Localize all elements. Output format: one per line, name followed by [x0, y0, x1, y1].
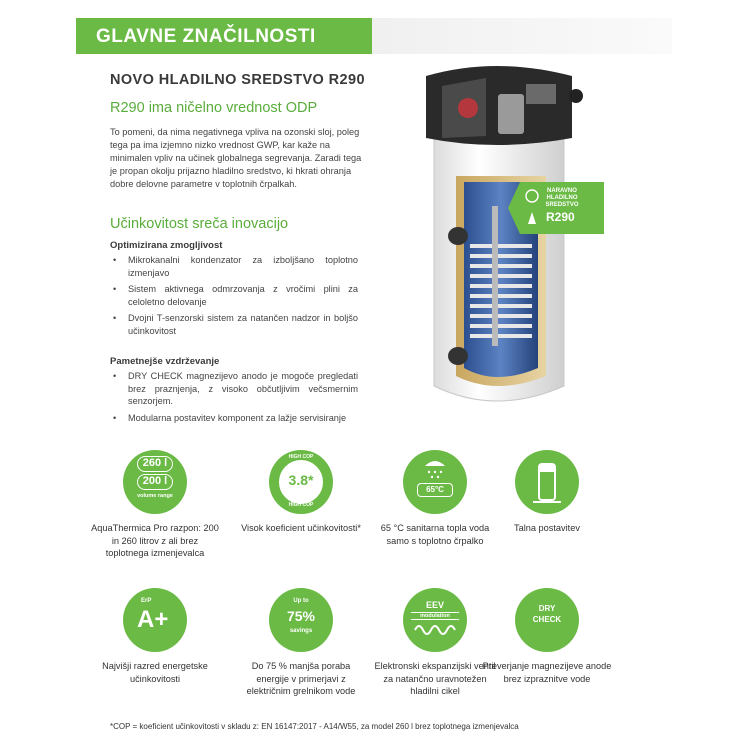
feature-eev — [370, 588, 500, 698]
feature-caption: Elektronski ekspanzijski ventil za natančno uravnotežen hladilni cikel — [374, 661, 496, 696]
eev-icon: EEV modulation — [403, 588, 467, 652]
feature-caption: AquaThermica Pro razpon: 200 in 260 litrov z ali brez toplotnega izmenjevalca — [91, 523, 219, 558]
performance-title: Optimizirana zmogljivost — [110, 240, 223, 251]
feature-caption: Preverjanje magnezijeve anode brez izpraznitve vode — [482, 661, 612, 684]
banner-background — [372, 18, 672, 54]
banner-title: GLAVNE ZNAČILNOSTI — [96, 26, 316, 47]
odp-subheading: R290 ima ničelno vrednost ODP — [110, 100, 318, 116]
list-item: • Mikrokanalni kondenzator za izboljšano toplotno izmenjavo — [110, 254, 358, 279]
badge-code: R290 — [546, 210, 575, 224]
innovation-heading: Učinkovitost sreča inovacijo — [110, 216, 289, 232]
list-item: • Sistem aktivnega odmrzovanja z vročimi plini za celoletno delovanje — [110, 283, 358, 308]
savings-icon: Up to 75% savings — [269, 588, 333, 652]
list-item: • DRY CHECK magnezijevo anodo je mogoče pregledati brez praznjenja, z visoko občutljivim večsmernim senzorjem. — [110, 370, 358, 408]
badge-label: NARAVNO HLADILNO SREDSTVO — [545, 188, 579, 208]
feature-energy-class — [90, 588, 220, 685]
energy-class-icon: ErP A+ — [123, 588, 187, 652]
volume-icon: 260 l 200 l volume range — [123, 450, 187, 514]
footnote: *COP = koeficient učinkovitosti v skladu z: EN 16147:2017 - A14/W55, za model 260 l brez toplotnega izmenjevalca — [110, 722, 519, 731]
performance-list — [110, 254, 358, 341]
feature-caption: Do 75 % manjša poraba energije v primerjavi z električnim grelnikom vode — [246, 661, 356, 696]
cop-icon: HIGH COP 3.8* HIGH COP — [269, 450, 333, 514]
feature-temperature — [370, 450, 500, 547]
maintenance-list — [110, 370, 358, 428]
maintenance-title: Pametnejše vzdrževanje — [110, 356, 220, 367]
feature-dry-check — [482, 588, 612, 685]
feature-caption: Najvišji razred energetske učinkovitosti — [102, 661, 208, 684]
list-item: • Dvojni T-senzorski sistem za natančen nadzor in boljšo učinkovitost — [110, 312, 358, 337]
feature-floor-standing — [482, 450, 612, 535]
feature-cop — [236, 450, 366, 535]
feature-caption: Visok koeficient učinkovitosti* — [241, 523, 361, 533]
shower-icon: 65°C — [403, 450, 467, 514]
list-item: • Modularna postavitev komponent za lažje servisiranje — [110, 412, 358, 425]
dry-check-icon: DRY CHECK — [515, 588, 579, 652]
feature-caption: 65 °C sanitarna topla voda samo s toplotno črpalko — [380, 523, 490, 546]
floor-standing-icon — [515, 450, 579, 514]
feature-volume — [90, 450, 220, 560]
feature-savings — [236, 588, 366, 698]
intro-paragraph: To pomeni, da nima negativnega vpliva na ozonski sloj, poleg tega pa ima izjemno nizko vrednost GWP, kar kaže na minimalen vpliv na učinek globalnega segrevanja. Zaradi tega je propan okolju prijazno hladilno sredstvo, ki hkrati ohranja dobre delovne parametre v toplotnih črpalkah. — [110, 127, 362, 189]
section-banner — [76, 18, 372, 54]
feature-caption: Talna postavitev — [514, 523, 580, 533]
refrigerant-heading: NOVO HLADILNO SREDSTVO R290 — [110, 72, 365, 88]
heat-pump-illustration — [376, 56, 634, 426]
